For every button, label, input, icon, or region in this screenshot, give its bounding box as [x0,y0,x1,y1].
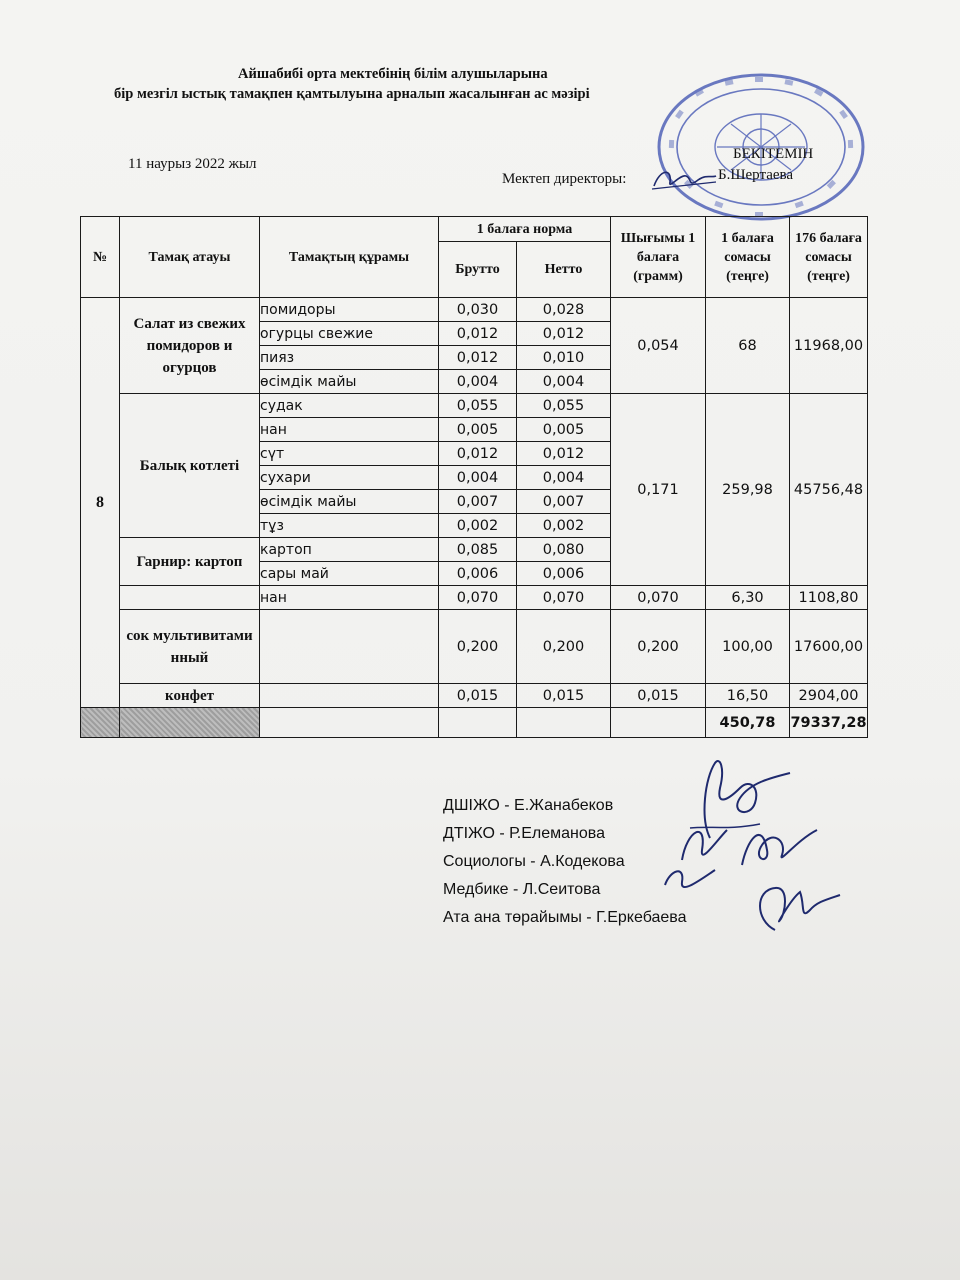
brutto-value: 0,012 [439,322,517,346]
empty-cell [260,684,439,708]
brutto-value: 0,070 [439,586,517,610]
cost1-value: 100,00 [706,610,790,684]
netto-value: 0,007 [517,490,611,514]
ingredient-name: пияз [260,346,439,370]
empty-cell [439,708,517,738]
ingredient-name: сүт [260,442,439,466]
brutto-value: 0,012 [439,346,517,370]
netto-value: 0,028 [517,298,611,322]
brutto-value: 0,085 [439,538,517,562]
netto-value: 0,005 [517,418,611,442]
brutto-value: 0,006 [439,562,517,586]
yield-value: 0,171 [611,394,706,586]
total-cost1: 450,78 [706,708,790,738]
yield-value: 0,054 [611,298,706,394]
ingredient-name: нан [260,586,439,610]
netto-value: 0,070 [517,586,611,610]
header-norm: 1 балаға норма [439,217,611,242]
netto-value: 0,010 [517,346,611,370]
document-title-line2: бір мезгіл ыстық тамақпен қамтылуына арналып жасалынған ас мәзірі [114,86,590,102]
cost176-value: 1108,80 [790,586,868,610]
table-row-total [81,708,947,738]
netto-value: 0,055 [517,394,611,418]
netto-value: 0,002 [517,514,611,538]
header-netto: Нетто [517,242,611,298]
document-date: 11 наурыз 2022 жыл [128,156,257,172]
header-cost1: 1 балаға сомасы (теңге) [706,217,790,298]
ingredient-name: өсімдік майы [260,490,439,514]
cost1-value: 68 [706,298,790,394]
cost1-value: 259,98 [706,394,790,586]
ingredient-name: судак [260,394,439,418]
signer-1: ДШІЖО - Е.Жанабеков [443,797,614,814]
ingredient-name: сары май [260,562,439,586]
cost176-value: 2904,00 [790,684,868,708]
cost1-value: 16,50 [706,684,790,708]
ingredient-name: сухари [260,466,439,490]
cost176-value: 11968,00 [790,298,868,394]
dish-name-cutlet: Балық котлеті [120,394,260,538]
signer-5: Ата ана төрайымы - Г.Еркебаева [443,909,687,926]
header-cost176: 176 балаға сомасы (теңге) [790,217,868,298]
header-composition: Тамақтың құрамы [260,217,439,298]
cost176-value: 45756,48 [790,394,868,586]
ingredient-name: огурцы свежие [260,322,439,346]
brutto-value: 0,030 [439,298,517,322]
signature-4-icon [745,880,845,935]
director-name: Б.Шертаева [718,167,794,183]
dish-name-salad: Салат из свежих помидоров и огурцов [120,298,260,394]
netto-value: 0,004 [517,370,611,394]
empty-cell [611,708,706,738]
header-yield: Шығымы 1 балаға (грамм) [611,217,706,298]
table-row [81,610,947,684]
netto-value: 0,004 [517,466,611,490]
brutto-value: 0,002 [439,514,517,538]
brutto-value: 0,007 [439,490,517,514]
table-row [81,394,947,418]
dish-name-juice [120,610,260,684]
header-num: № [81,217,120,298]
shaded-cell [81,708,120,738]
signers-list [443,792,687,932]
brutto-value: 0,004 [439,370,517,394]
yield-value: 0,070 [611,586,706,610]
brutto-value: 0,015 [439,684,517,708]
empty-cell [260,610,439,684]
netto-value: 0,200 [517,610,611,684]
cost1-value: 6,30 [706,586,790,610]
yield-value: 0,015 [611,684,706,708]
director-signature-icon [650,164,720,194]
ingredient-name: картоп [260,538,439,562]
header-brutto: Брутто [439,242,517,298]
empty-cell [260,708,439,738]
signer-2: ДТІЖО - Р.Елеманова [443,825,605,842]
ingredient-name: нан [260,418,439,442]
total-cost176: 79337,28 [790,708,868,738]
brutto-value: 0,004 [439,466,517,490]
dish-name-juice-text: сок мультивитаминный [126,627,253,666]
director-label: Мектеп директоры: [502,171,627,187]
netto-value: 0,015 [517,684,611,708]
ingredient-name: өсімдік майы [260,370,439,394]
row-number: 8 [81,298,120,708]
brutto-value: 0,012 [439,442,517,466]
ingredient-name: тұз [260,514,439,538]
dish-name-candy: конфет [120,684,260,708]
approval-label: БЕКІТЕМІН [733,146,814,162]
netto-value: 0,006 [517,562,611,586]
dish-name-garnish: Гарнир: картоп [120,538,260,586]
cost176-value: 17600,00 [790,610,868,684]
menu-table [80,216,947,738]
signer-4: Медбике - Л.Сеитова [443,881,601,898]
table-row [81,586,947,610]
signer-3: Социологы - А.Кодекова [443,853,625,870]
table-row [81,684,947,708]
brutto-value: 0,200 [439,610,517,684]
shaded-cell [120,708,260,738]
netto-value: 0,012 [517,322,611,346]
netto-value: 0,012 [517,442,611,466]
netto-value: 0,080 [517,538,611,562]
header-dish: Тамақ атауы [120,217,260,298]
empty-cell [517,708,611,738]
empty-cell [120,586,260,610]
yield-value: 0,200 [611,610,706,684]
ingredient-name: помидоры [260,298,439,322]
brutto-value: 0,055 [439,394,517,418]
brutto-value: 0,005 [439,418,517,442]
document-title-line1: Айшабибі орта мектебінің білім алушыларына [238,66,548,82]
table-row [81,298,947,322]
